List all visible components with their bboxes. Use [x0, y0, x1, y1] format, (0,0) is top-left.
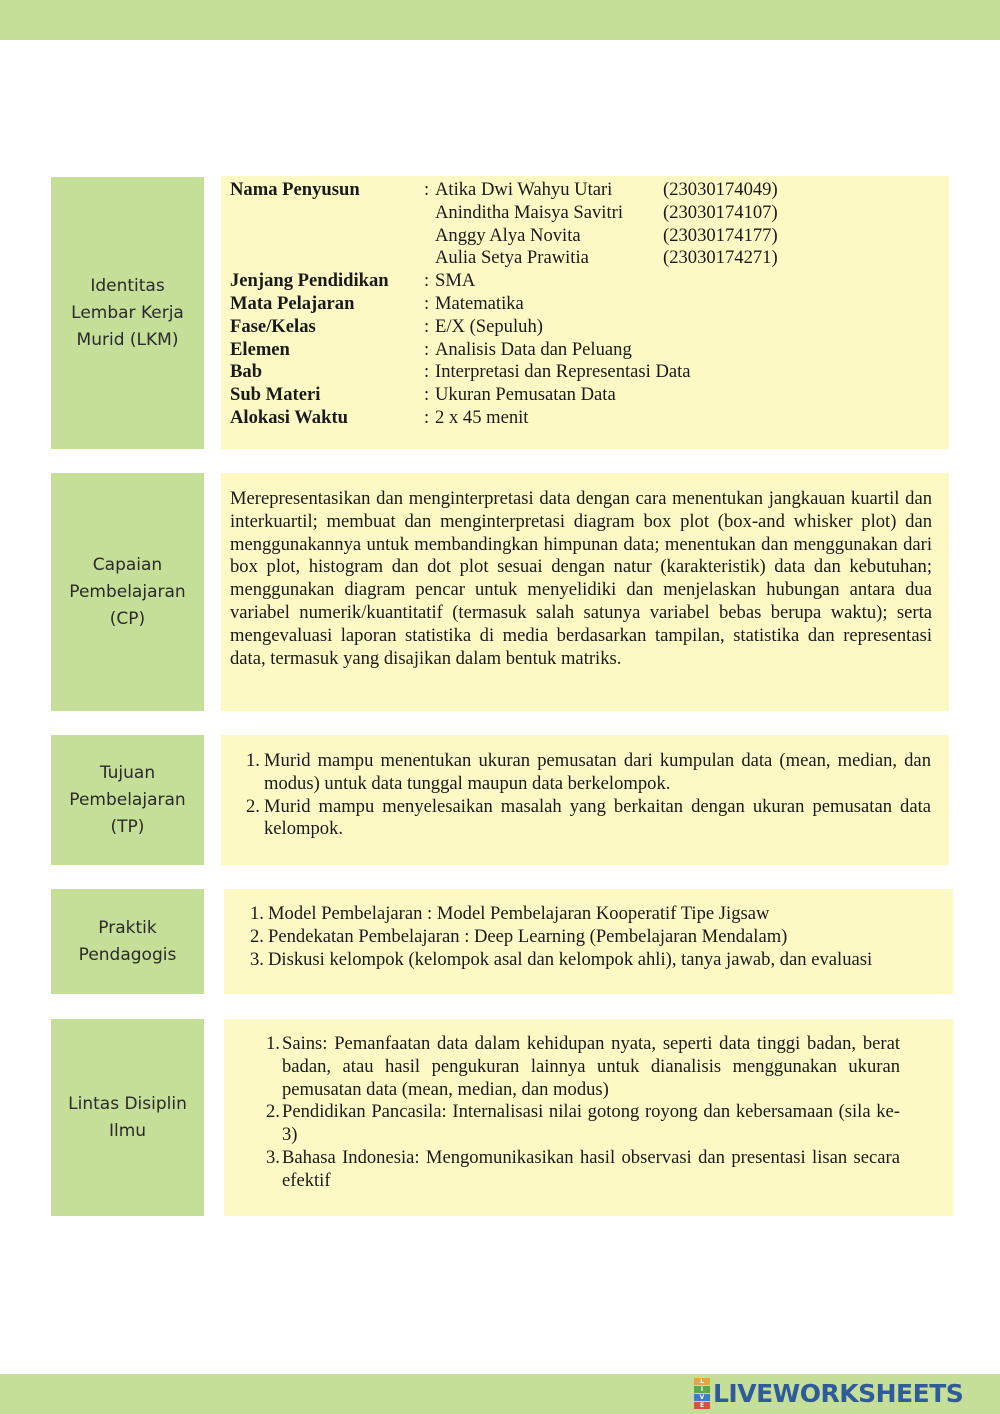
list-text: Diskusi kelompok (kelompok asal dan kelompok ahli), tanya jawab, dan evaluasi [268, 948, 873, 970]
field-row [230, 316, 778, 339]
field-key: Nama Penyusun [230, 179, 360, 200]
author-nim: (23030174049) [663, 179, 778, 200]
liveworksheets-mark-icon [694, 1378, 710, 1409]
field-value: Matematika [435, 292, 524, 314]
capaian-label-line: (CP) [109, 608, 146, 629]
author-name: Atika Dwi Wahyu Utari [435, 179, 613, 200]
list-text: Sains: Pemanfaatan data dalam kehidupan nyata, seperti data tinggi badan, berat badan, atau hasil pengukuran lainnya untuk dianalisis menggunakan ukuran pemusatan data (mean, median, dan modus) [282, 1033, 900, 1100]
field-value: 2 x 45 menit [435, 406, 529, 428]
list-text: Murid mampu menyelesaikan masalah yang berkaitan dengan ukuran pemusatan data kelompok. [264, 795, 931, 840]
list-number: 2. [246, 795, 260, 817]
tujuan-panel [221, 735, 949, 865]
list-number: 1. [246, 750, 260, 771]
field-colon: : [424, 270, 430, 292]
field-row [230, 361, 778, 384]
field-row-nama-penyusun [230, 179, 778, 202]
identitas-label-line: Identitas [90, 275, 165, 296]
list-item [266, 1033, 900, 1101]
list-text: Model Pembelajaran : Model Pembelajaran Kooperatif Tipe Jigsaw [268, 903, 770, 924]
field-value: SMA [435, 270, 476, 292]
field-value: E/X (Sepuluh) [435, 315, 543, 337]
field-row [230, 384, 778, 407]
list-number: 1. [266, 1033, 280, 1054]
field-row [230, 293, 778, 316]
field-value: Analisis Data dan Peluang [435, 338, 632, 360]
field-value: Interpretasi dan Representasi Data [435, 361, 691, 383]
author-name: Aulia Setya Prawitia [435, 247, 589, 269]
capaian-label [51, 473, 204, 711]
list-text: Pendekatan Pembelajaran : Deep Learning (Pembelajaran Mendalam) [268, 925, 788, 947]
author-name: Anggy Alya Novita [435, 224, 581, 246]
field-colon: : [424, 179, 430, 200]
list-text: Murid mampu menentukan ukuran pemusatan dari kumpulan data (mean, median, dan modus) untuk data tunggal maupun data berkelompok. [264, 750, 931, 794]
lintas-list [266, 1033, 900, 1193]
field-key: Bab [230, 361, 263, 383]
list-number: 2. [266, 1101, 280, 1123]
lintas-label-line: Lintas Disiplin [68, 1093, 187, 1114]
list-number: 1. [250, 903, 264, 924]
identitas-fields [230, 179, 778, 430]
field-key: Elemen [230, 338, 290, 360]
logo-mark-letter: V [694, 1394, 710, 1401]
field-key: Alokasi Waktu [230, 406, 348, 428]
field-colon: : [424, 315, 430, 337]
logo-mark-letter: I [694, 1386, 710, 1393]
list-number: 3. [250, 948, 264, 970]
author-row [230, 247, 778, 270]
field-colon: : [424, 292, 430, 314]
identitas-label-line: Murid (LKM) [76, 329, 179, 350]
praktik-label-line: Pendagogis [78, 944, 177, 965]
list-item [250, 949, 943, 972]
list-text: Pendidikan Pancasila: Internalisasi nilai gotong royong dan kebersamaan (sila ke-3) [282, 1101, 900, 1146]
praktik-panel [224, 889, 953, 994]
tujuan-label [51, 735, 204, 865]
praktik-label [51, 889, 204, 994]
field-key: Mata Pelajaran [230, 292, 355, 314]
author-row [230, 225, 778, 248]
list-number: 2. [250, 925, 264, 947]
list-item [246, 750, 931, 796]
lintas-label-line: Ilmu [108, 1120, 147, 1141]
field-key: Fase/Kelas [230, 315, 316, 337]
author-nim: (23030174177) [663, 224, 778, 246]
author-name: Aninditha Maisya Savitri [435, 201, 623, 223]
tujuan-label-line: (TP) [110, 816, 145, 837]
author-row [230, 202, 778, 225]
field-key: Sub Materi [230, 384, 321, 406]
list-number: 3. [266, 1146, 280, 1168]
liveworksheets-logo[interactable] [694, 1376, 963, 1410]
author-nim: (23030174271) [663, 247, 778, 269]
field-colon: : [424, 406, 430, 428]
field-colon: : [424, 338, 430, 360]
field-value: Ukuran Pemusatan Data [435, 384, 616, 406]
field-row [230, 339, 778, 362]
field-row [230, 270, 778, 293]
author-nim: (23030174107) [663, 201, 778, 223]
capaian-panel [221, 473, 949, 711]
list-item [250, 926, 943, 949]
logo-mark-letter: E [694, 1402, 710, 1409]
capaian-label-line: Pembelajaran [69, 581, 186, 602]
logo-text: LIVEWORKSHEETS [713, 1378, 964, 1408]
list-text: Bahasa Indonesia: Mengomunikasikan hasil observasi dan presentasi lisan secara efektif [282, 1146, 900, 1191]
list-item [266, 1147, 900, 1193]
logo-mark-letter: L [694, 1378, 710, 1385]
field-colon: : [424, 384, 430, 406]
lintas-panel [224, 1019, 953, 1216]
list-item [250, 903, 943, 926]
top-band [0, 0, 1000, 40]
identitas-label-line: Lembar Kerja [71, 302, 184, 323]
list-item [246, 796, 931, 842]
tujuan-list [246, 750, 931, 841]
capaian-label-line: Capaian [92, 554, 163, 575]
field-row [230, 407, 778, 430]
capaian-text: Merepresentasikan dan menginterpretasi data dengan cara menentukan jangkauan kuartil dan interkuartil; membuat dan menginterpretasi diagram box plot (box-and whisker plot) dan menggunakannya untuk membandingkan himpunan data; menentukan dan menggunakan dari box plot, histogram dan dot plot sesuai dengan natur (karakteristik) data dan kebutuhan; menggunakan diagram pencar untuk menyelidiki dan menjelaskan hubungan antara dua variabel numerik/kuantitatif (termasuk salah satunya variabel bebas berupa waktu); serta mengevaluasi laporan statistika di media berdasarkan tampilan, statistika dan representasi data, termasuk yang disajikan dalam bentuk matriks. [230, 488, 932, 669]
field-key: Jenjang Pendidikan [230, 270, 389, 292]
praktik-list [250, 903, 943, 971]
field-colon: : [424, 361, 430, 383]
tujuan-label-line: Pembelajaran [69, 789, 186, 810]
tujuan-label-line: Tujuan [99, 762, 156, 783]
list-item [266, 1101, 900, 1147]
praktik-label-line: Praktik [98, 917, 157, 938]
lintas-label [51, 1019, 204, 1216]
identitas-label [51, 177, 204, 449]
